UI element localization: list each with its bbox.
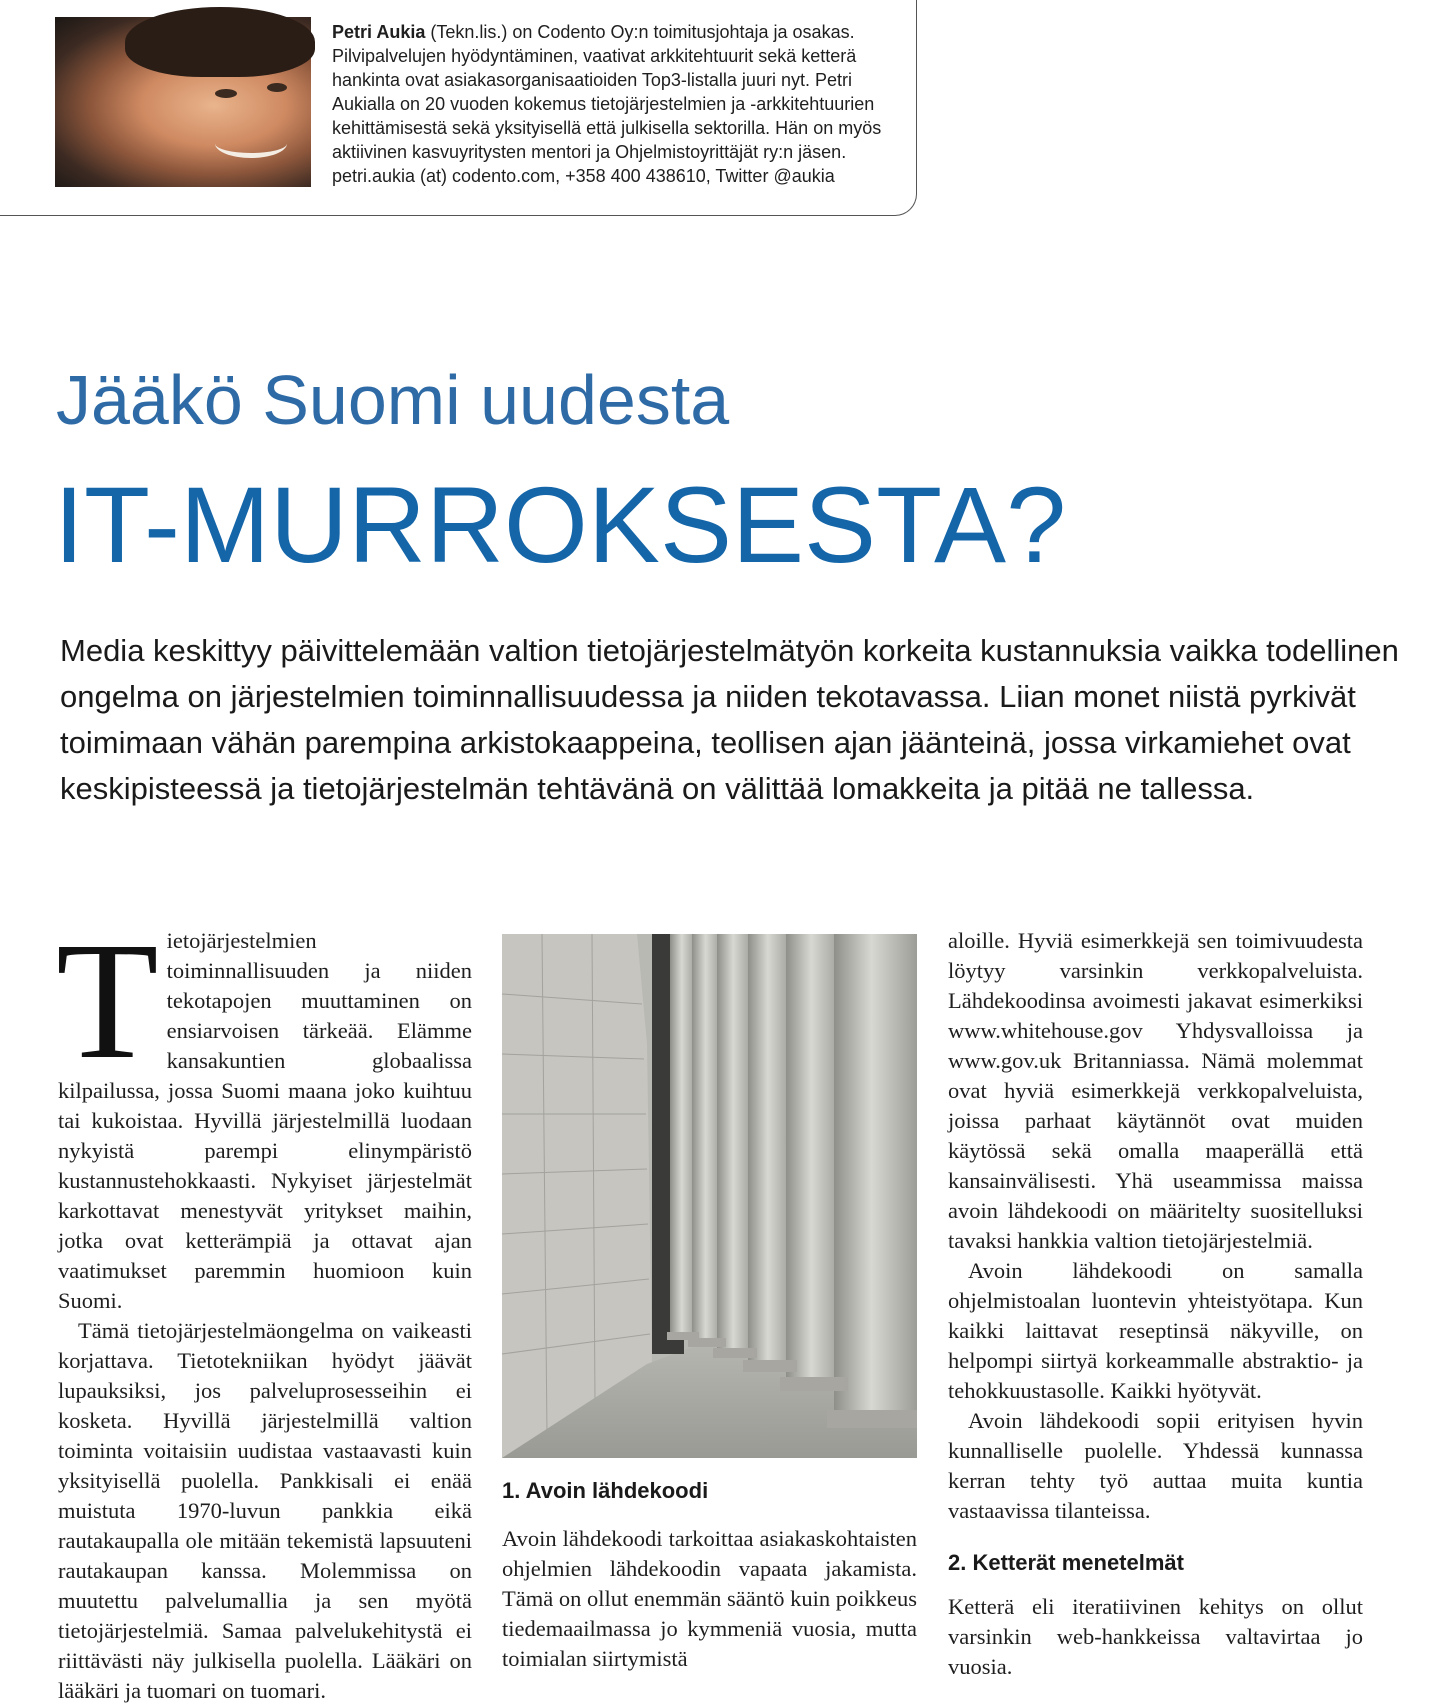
author-photo <box>55 17 311 187</box>
author-hair <box>125 7 315 77</box>
colonnade-illustration <box>502 934 917 1458</box>
author-eye-right <box>267 83 287 92</box>
col3-paragraph-3: Avoin lähdekoodi sopii erityisen hyvin kunnalliselle puolelle. Yhdessä kunnassa kerran tehty työ auttaa muita kuntia vastaavissa tilanteissa. <box>948 1408 1363 1523</box>
body-paragraph-1: ietojärjestelmien toiminnallisuuden ja niiden tekotapojen muuttaminen on ensiarvoisen tärkeää. Elämme kansakuntien globaalissa kilpailussa, jossa Suomi maana joko kuihtuu tai kukoistaa. Hyvillä järjestelmillä luodaan nykyistä parempi elinympäristö kustannustehokkaasti. Nykyiset järjestelmät karkottavat menestyvät yritykset maihin, jotka ovat ketterämpiä ja ottavat ajan vaatimukset paremmin huomioon kuin Suomi. <box>58 928 472 1313</box>
lead-paragraph: Media keskittyy päivittelemään valtion tietojärjestelmätyön korkeita kustannuksia vaikka todellinen ongelma on järjestelmien toiminnallisuudessa ja niiden tekotavassa. Liian monet niistä pyrkivät toimimaan vähän parempina arkistokaappeina, teollisen ajan jäänteinä, jossa virkamiehet ovat keskipisteessä ja tietojärjestelmän tehtävänä on välittää lomakkeita ja pitää ne tallessa. <box>60 633 1399 806</box>
column-3 <box>948 926 1363 1679</box>
column-2 <box>502 1476 917 1671</box>
col3-paragraph-1: aloille. Hyviä esimerkkejä sen toimivuudesta löytyy varsinkin verkkopalveluista. Lähdekoodinsa avoimesti jakavat esimerkiksi www.whitehouse.gov Yhdysvalloissa ja www.gov.uk Britanniassa. Nämä molemmat ovat hyviä esimerkkejä verkkopalveluista, joissa parhaat käytännöt ovat muiden käytössä sekä omalla maaperällä että kansainvälisesti. Yhä useammissa maissa avoin lähdekoodi on määritelty suositelluksi tavaksi hankkia valtion tietojärjestelmiä. <box>948 928 1363 1253</box>
section-1-title: 1. Avoin lähdekoodi <box>502 1478 709 1503</box>
section-2-paragraph: Ketterä eli iteratiivinen kehitys on ollut varsinkin web-hankkeissa valtavirtaa jo vuosia. <box>948 1594 1363 1679</box>
body-paragraph-2: Tämä tietojärjestelmäongelma on vaikeasti korjattava. Tietotekniikan hyödyt jäävät lupauksiksi, jos palveluprosesseihin ei kosketa. Hyvillä järjestelmillä valtion toiminta voitaisiin uudistaa vastaavasti kuin yksityisellä puolella. Pankkisali ei enää muistuta 1970-luvun pankkia eikä rautakaupalla ole mitään tekemistä lapsuuteni rautakaupan kanssa. Molemmissa on muutettu palvelumallia ja sen myötä tietojärjestelmiä. Samaa palvelukehitystä ei riittävästi näy julkisella puolella. Lääkäri on lääkäri ja tuomari on tuomari. <box>58 1318 472 1703</box>
column-1 <box>56 908 472 1703</box>
col3-paragraph-2: Avoin lähdekoodi on samalla ohjelmistoalan luontevin yhteistyötapa. Kun kaikki laittavat reseptinsä näkyville, on helpompi siirtyä korkeammalle abstraktio- ja tehokkuustasolle. Kaikki hyötyvät. <box>948 1258 1363 1403</box>
author-eye-left <box>215 89 237 98</box>
author-description: (Tekn.lis.) on Codento Oy:n toimitusjohtaja ja osakas. Pilvipalvelujen hyödyntäminen, vaativat arkkitehtuurit sekä ketterä hankinta ovat asiakasorganisaatioiden Top3-listalla juuri nyt. Petri Aukialla on 20 vuoden kokemus tietojärjestelmien ja -arkkitehtuurien kehittämisestä sekä yksityisellä että julkisella sektorilla. Hän on myös aktiivinen kasvuyritysten mentori ja Ohjelmistoyrittäjät ry:n jäsen. <box>332 22 882 162</box>
author-name: Petri Aukia <box>332 22 426 42</box>
author-bio <box>332 20 902 188</box>
author-contact: petri.aukia (at) codento.com, +358 400 438610, Twitter @aukia <box>332 166 835 186</box>
colonnade-photo <box>502 934 917 1458</box>
headline-kicker: Jääkö Suomi uudesta <box>56 361 730 439</box>
drop-cap: T <box>56 908 159 1094</box>
section-2-title: 2. Ketterät menetelmät <box>948 1550 1184 1575</box>
author-box <box>0 0 917 216</box>
author-smile <box>215 129 287 158</box>
section-1-paragraph: Avoin lähdekoodi tarkoittaa asiakaskohtaisten ohjelmien lähdekoodin vapaata jakamista. Tämä on ollut enemmän sääntö kuin poikkeus tiedemaailmassa jo kymmeniä vuosia, mutta toimialan siirtymistä <box>502 1526 917 1671</box>
headline-main: IT-MURROKSESTA? <box>54 464 1067 585</box>
author-bio-text <box>332 20 902 164</box>
